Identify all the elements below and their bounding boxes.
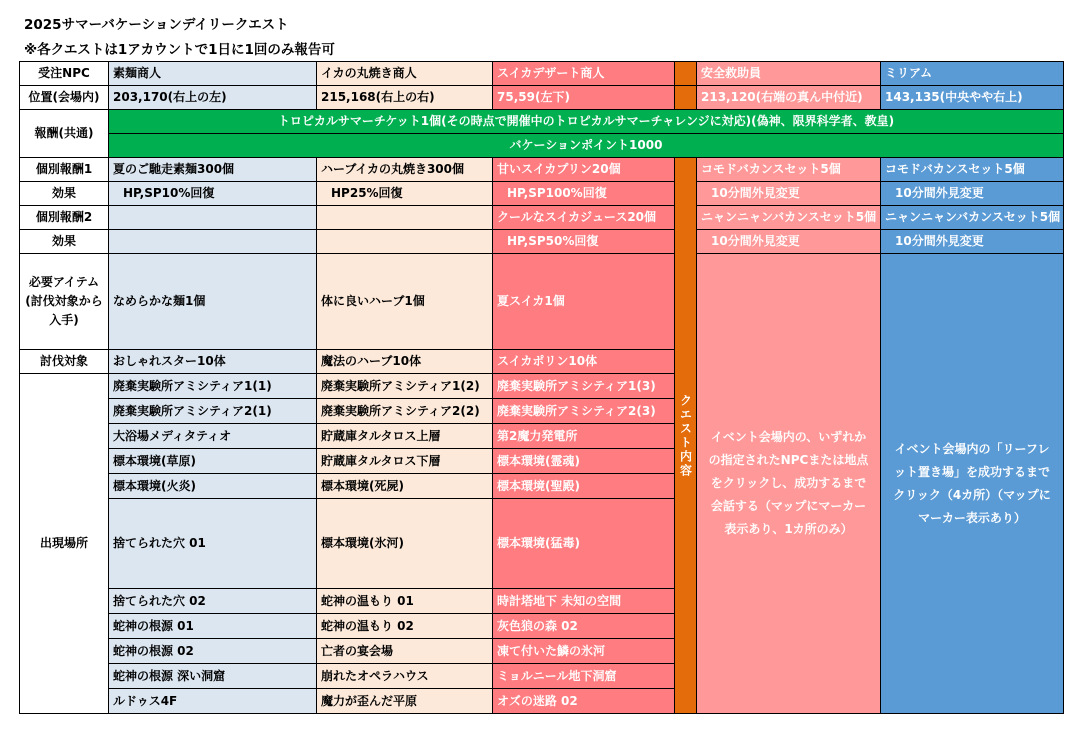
npc-suika-effect2: HP,SP50%回復 [493, 230, 675, 254]
location-cell: 蛇神の根源 02 [109, 639, 317, 664]
location-cell: 亡者の宴会場 [317, 639, 493, 664]
npc-rescue-position: 213,120(右端の真ん中付近) [697, 86, 881, 110]
npc-ika-name: イカの丸焼き商人 [317, 62, 493, 86]
spacer-column [675, 86, 697, 110]
npc-somen-effect2-empty [109, 230, 317, 254]
location-cell: 廃棄実験所アミシティア1(3) [493, 374, 675, 399]
location-cell: 貯蔵庫タルタロス下層 [317, 449, 493, 474]
location-cell: 大浴場メディタティオ [109, 424, 317, 449]
npc-ika-position: 215,168(右上の右) [317, 86, 493, 110]
location-cell: 時計塔地下 未知の空間 [493, 589, 675, 614]
label-npc: 受注NPC [20, 62, 109, 86]
npc-ika-effect1: HP25%回復 [317, 182, 493, 206]
label-reward2: 個別報酬2 [20, 206, 109, 230]
location-cell: 貯蔵庫タルタロス上層 [317, 424, 493, 449]
row-effect1 [20, 182, 1064, 206]
npc-ika-effect2-empty [317, 230, 493, 254]
npc-somen-name: 素麺商人 [109, 62, 317, 86]
npc-somen-position: 203,170(右上の左) [109, 86, 317, 110]
npc-rescue-effect1: 10分間外見変更 [697, 182, 881, 206]
label-target: 討伐対象 [20, 350, 109, 374]
location-cell: 蛇神の温もり 01 [317, 589, 493, 614]
npc-rescue-effect2: 10分間外見変更 [697, 230, 881, 254]
common-reward-ticket: トロピカルサマーチケット1個(その時点で開催中のトロピカルサマーチャレンジに対応)(偽神、限界科学者、教皇) [109, 110, 1064, 134]
npc-miriam-reward1: コモドバカンスセット5個 [881, 158, 1064, 182]
page-subtitle: ※各クエストは1アカウントで1日に1回のみ報告可 [24, 42, 335, 58]
quest-content-label: クエスト内容 [675, 158, 697, 714]
row-npc [20, 62, 1064, 86]
label-effect2: 効果 [20, 230, 109, 254]
npc-miriam-effect1: 10分間外見変更 [881, 182, 1064, 206]
spacer-column [675, 62, 697, 86]
npc-suika-effect1: HP,SP100%回復 [493, 182, 675, 206]
location-cell: 標本環境(聖殿) [493, 474, 675, 499]
location-cell: 標本環境(死屍) [317, 474, 493, 499]
npc-ika-reward1: ハーブイカの丸焼き300個 [317, 158, 493, 182]
page-title: 2025サマーバケーションデイリークエスト [24, 17, 289, 33]
location-cell: 廃棄実験所アミシティア2(1) [109, 399, 317, 424]
location-cell: 凍て付いた鱗の氷河 [493, 639, 675, 664]
row-common-reward-1 [20, 110, 1064, 134]
row-effect2 [20, 230, 1064, 254]
location-cell: 廃棄実験所アミシティア1(2) [317, 374, 493, 399]
npc-suika-name: スイカデザート商人 [493, 62, 675, 86]
npc-somen-reward2-empty [109, 206, 317, 230]
npc-suika-reward2: クールなスイカジュース20個 [493, 206, 675, 230]
label-location: 出現場所 [20, 374, 109, 714]
npc-somen-target: おしゃれスター10体 [109, 350, 317, 374]
npc-rescue-name: 安全救助員 [697, 62, 881, 86]
npc-somen-effect1: HP,SP10%回復 [109, 182, 317, 206]
npc-rescue-reward2: ニャンニャンバカンスセット5個 [697, 206, 881, 230]
location-cell: 廃棄実験所アミシティア1(1) [109, 374, 317, 399]
npc-suika-position: 75,59(左下) [493, 86, 675, 110]
location-cell: 廃棄実験所アミシティア2(2) [317, 399, 493, 424]
row-item [20, 254, 1064, 350]
row-position [20, 86, 1064, 110]
location-cell: 蛇神の根源 01 [109, 614, 317, 639]
label-reward1: 個別報酬1 [20, 158, 109, 182]
npc-somen-reward1: 夏のご馳走素麺300個 [109, 158, 317, 182]
location-cell: 捨てられた穴 02 [109, 589, 317, 614]
location-cell: 標本環境(草原) [109, 449, 317, 474]
npc-suika-item: 夏スイカ1個 [493, 254, 675, 350]
location-cell: 蛇神の温もり 02 [317, 614, 493, 639]
quest-table [19, 61, 1064, 714]
label-reward-common: 報酬(共通) [20, 110, 109, 158]
location-cell: 標本環境(氷河) [317, 499, 493, 589]
label-effect1: 効果 [20, 182, 109, 206]
location-cell: 灰色狼の森 02 [493, 614, 675, 639]
npc-ika-target: 魔法のハーブ10体 [317, 350, 493, 374]
npc-miriam-reward2: ニャンニャンバカンスセット5個 [881, 206, 1064, 230]
location-cell: ミョルニール地下洞窟 [493, 664, 675, 689]
npc-rescue-quest: イベント会場内の、いずれかの指定されたNPCまたは地点をクリックし、成功するまで会話する（マップにマーカー表示あり、1カ所のみ） [697, 254, 881, 714]
npc-miriam-effect2: 10分間外見変更 [881, 230, 1064, 254]
location-cell: 第2魔力発電所 [493, 424, 675, 449]
location-cell: 標本環境(猛毒) [493, 499, 675, 589]
npc-miriam-name: ミリアム [881, 62, 1064, 86]
location-cell: 捨てられた穴 01 [109, 499, 317, 589]
common-reward-points: バケーションポイント1000 [109, 134, 1064, 158]
npc-miriam-position: 143,135(中央やや右上) [881, 86, 1064, 110]
npc-miriam-quest: イベント会場内の「リーフレット置き場」を成功するまでクリック（4カ所）（マップにマーカー表示あり） [881, 254, 1064, 714]
label-position: 位置(会場内) [20, 86, 109, 110]
npc-ika-item: 体に良いハーブ1個 [317, 254, 493, 350]
row-reward2 [20, 206, 1064, 230]
npc-somen-item: なめらかな麺1個 [109, 254, 317, 350]
location-cell: 標本環境(霊魂) [493, 449, 675, 474]
location-cell: 標本環境(火炎) [109, 474, 317, 499]
npc-suika-target: スイカポリン10体 [493, 350, 675, 374]
location-cell: 蛇神の根源 深い洞窟 [109, 664, 317, 689]
location-cell: オズの迷路 02 [493, 689, 675, 714]
location-cell: ルドゥス4F [109, 689, 317, 714]
npc-suika-reward1: 甘いスイカプリン20個 [493, 158, 675, 182]
npc-ika-reward2-empty [317, 206, 493, 230]
npc-rescue-reward1: コモドバカンスセット5個 [697, 158, 881, 182]
location-cell: 崩れたオペラハウス [317, 664, 493, 689]
label-item: 必要アイテム (討伐対象から入手) [20, 254, 109, 350]
location-cell: 魔力が歪んだ平原 [317, 689, 493, 714]
location-cell: 廃棄実験所アミシティア2(3) [493, 399, 675, 424]
row-common-reward-2 [20, 134, 1064, 158]
row-reward1 [20, 158, 1064, 182]
